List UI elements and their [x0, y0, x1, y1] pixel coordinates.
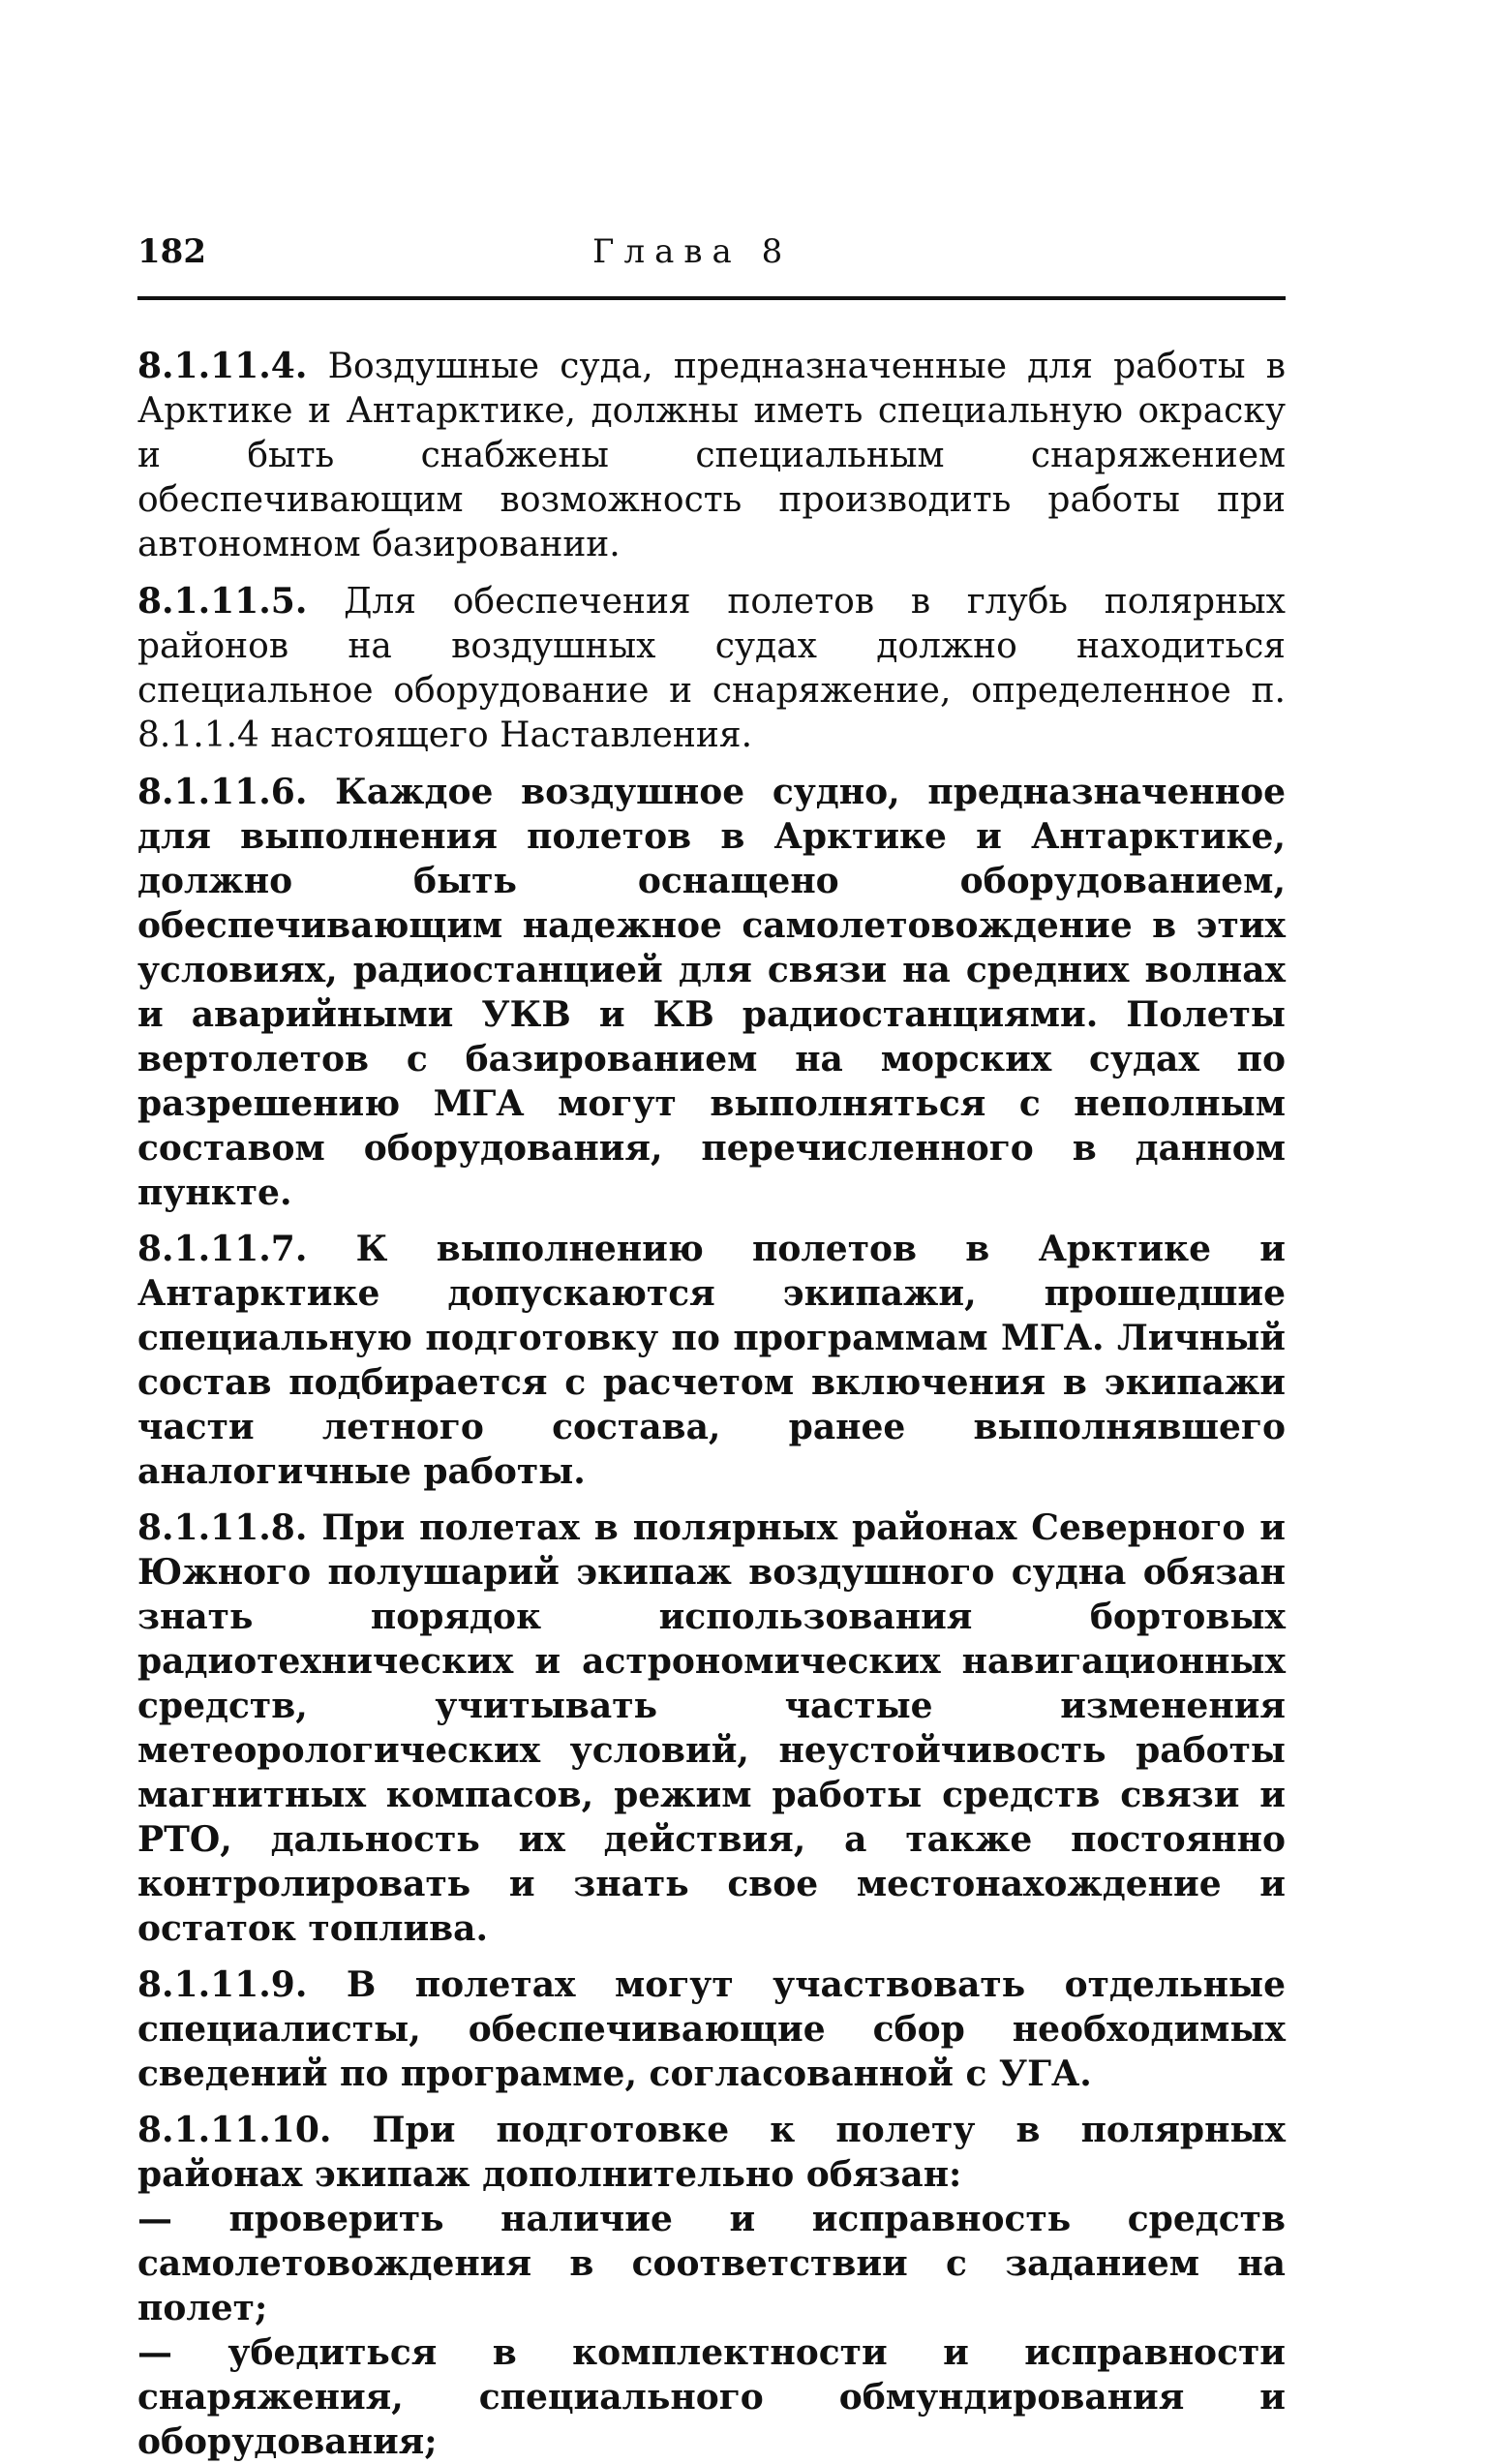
paragraph-number: 8.1.11.10.: [137, 2110, 332, 2150]
running-head: Глава 8: [592, 232, 793, 271]
paragraph-text: Каждое воздушное судно, предназначенное для выполнения полетов в Арктике и Антарктике, должно быть оснащено оборудованием, обеспечивающим надежное самолетовождение в этих условиях, радиостанцией для связи на средних волнах и аварийными УКВ и КВ радиостанциями. Полеты вертолетов с базированием на морских судах по разрешению МГА могут выполняться с неполным составом оборудования, перечисленного в данном пункте.: [137, 772, 1286, 1213]
paragraph-8-1-11-4: [137, 344, 1286, 567]
paragraph-8-1-11-6: [137, 770, 1286, 1215]
paragraph-text: Для обеспечения полетов в глубь полярных районов на воздушных судах должно находиться специальное оборудование и снаряжение, определенное п. 8.1.1.4 настоящего Наставления.: [137, 582, 1286, 755]
paragraph-number: 8.1.11.6.: [137, 772, 308, 812]
paragraph-8-1-11-8: [137, 1506, 1286, 1951]
header-rule: [137, 296, 1286, 300]
paragraph-8-1-11-5: [137, 579, 1286, 758]
paragraph-text: В полетах могут участвовать отдельные специалисты, обеспечивающие сбор необходимых сведений по программе, согласованной с УГА.: [137, 1964, 1286, 2094]
document-body: [137, 344, 1286, 2464]
paragraph-8-1-11-7: [137, 1227, 1286, 1494]
paragraph-text: При подготовке к полету в полярных районах экипаж дополнительно обязан:: [137, 2110, 1286, 2195]
document-page: [137, 232, 1289, 2462]
list-item: — убедиться в комплектности и исправности снаряжения, специального обмундирования и оборудования;: [137, 2332, 1286, 2462]
paragraph-text: При полетах в полярных районах Северного и Южного полушарий экипаж воздушного судна обязан знать порядок использования бортовых радиотехнических и астрономических навигационных средств, учитывать частые изменения метеорологических условий, неустойчивость работы магнитных компасов, режим работы средств связи и РТО, дальность их действия, а также постоянно контролировать и знать свое местонахождение и остаток топлива.: [137, 1507, 1286, 1949]
paragraph-number: 8.1.11.7.: [137, 1229, 308, 1269]
paragraph-number: 8.1.11.4.: [137, 346, 308, 386]
paragraph-number: 8.1.11.9.: [137, 1964, 308, 2005]
paragraph-text: Воздушные суда, предназначенные для работы в Арктике и Антарктике, должны иметь специальную окраску и быть снабжены специальным снаряжением обеспечивающим возможность производить работы при автономном базировании.: [137, 347, 1286, 564]
paragraph-8-1-11-10: [137, 2108, 1286, 2197]
paragraph-number: 8.1.11.8.: [137, 1507, 308, 1548]
page-header: [137, 232, 1289, 287]
list-item: — проверить наличие и исправность средств самолетовождения в соответствии с заданием на полет;: [137, 2199, 1286, 2328]
page-number: 182: [137, 232, 206, 271]
paragraph-number: 8.1.11.5.: [137, 581, 308, 622]
paragraph-text: К выполнению полетов в Арктике и Антарктике допускаются экипажи, прошедшие специальную подготовку по программам МГА. Личный состав подбирается с расчетом включения в экипажи части летного состава, ранее выполнявшего аналогичные работы.: [137, 1229, 1286, 1492]
paragraph-8-1-11-9: [137, 1962, 1286, 2096]
